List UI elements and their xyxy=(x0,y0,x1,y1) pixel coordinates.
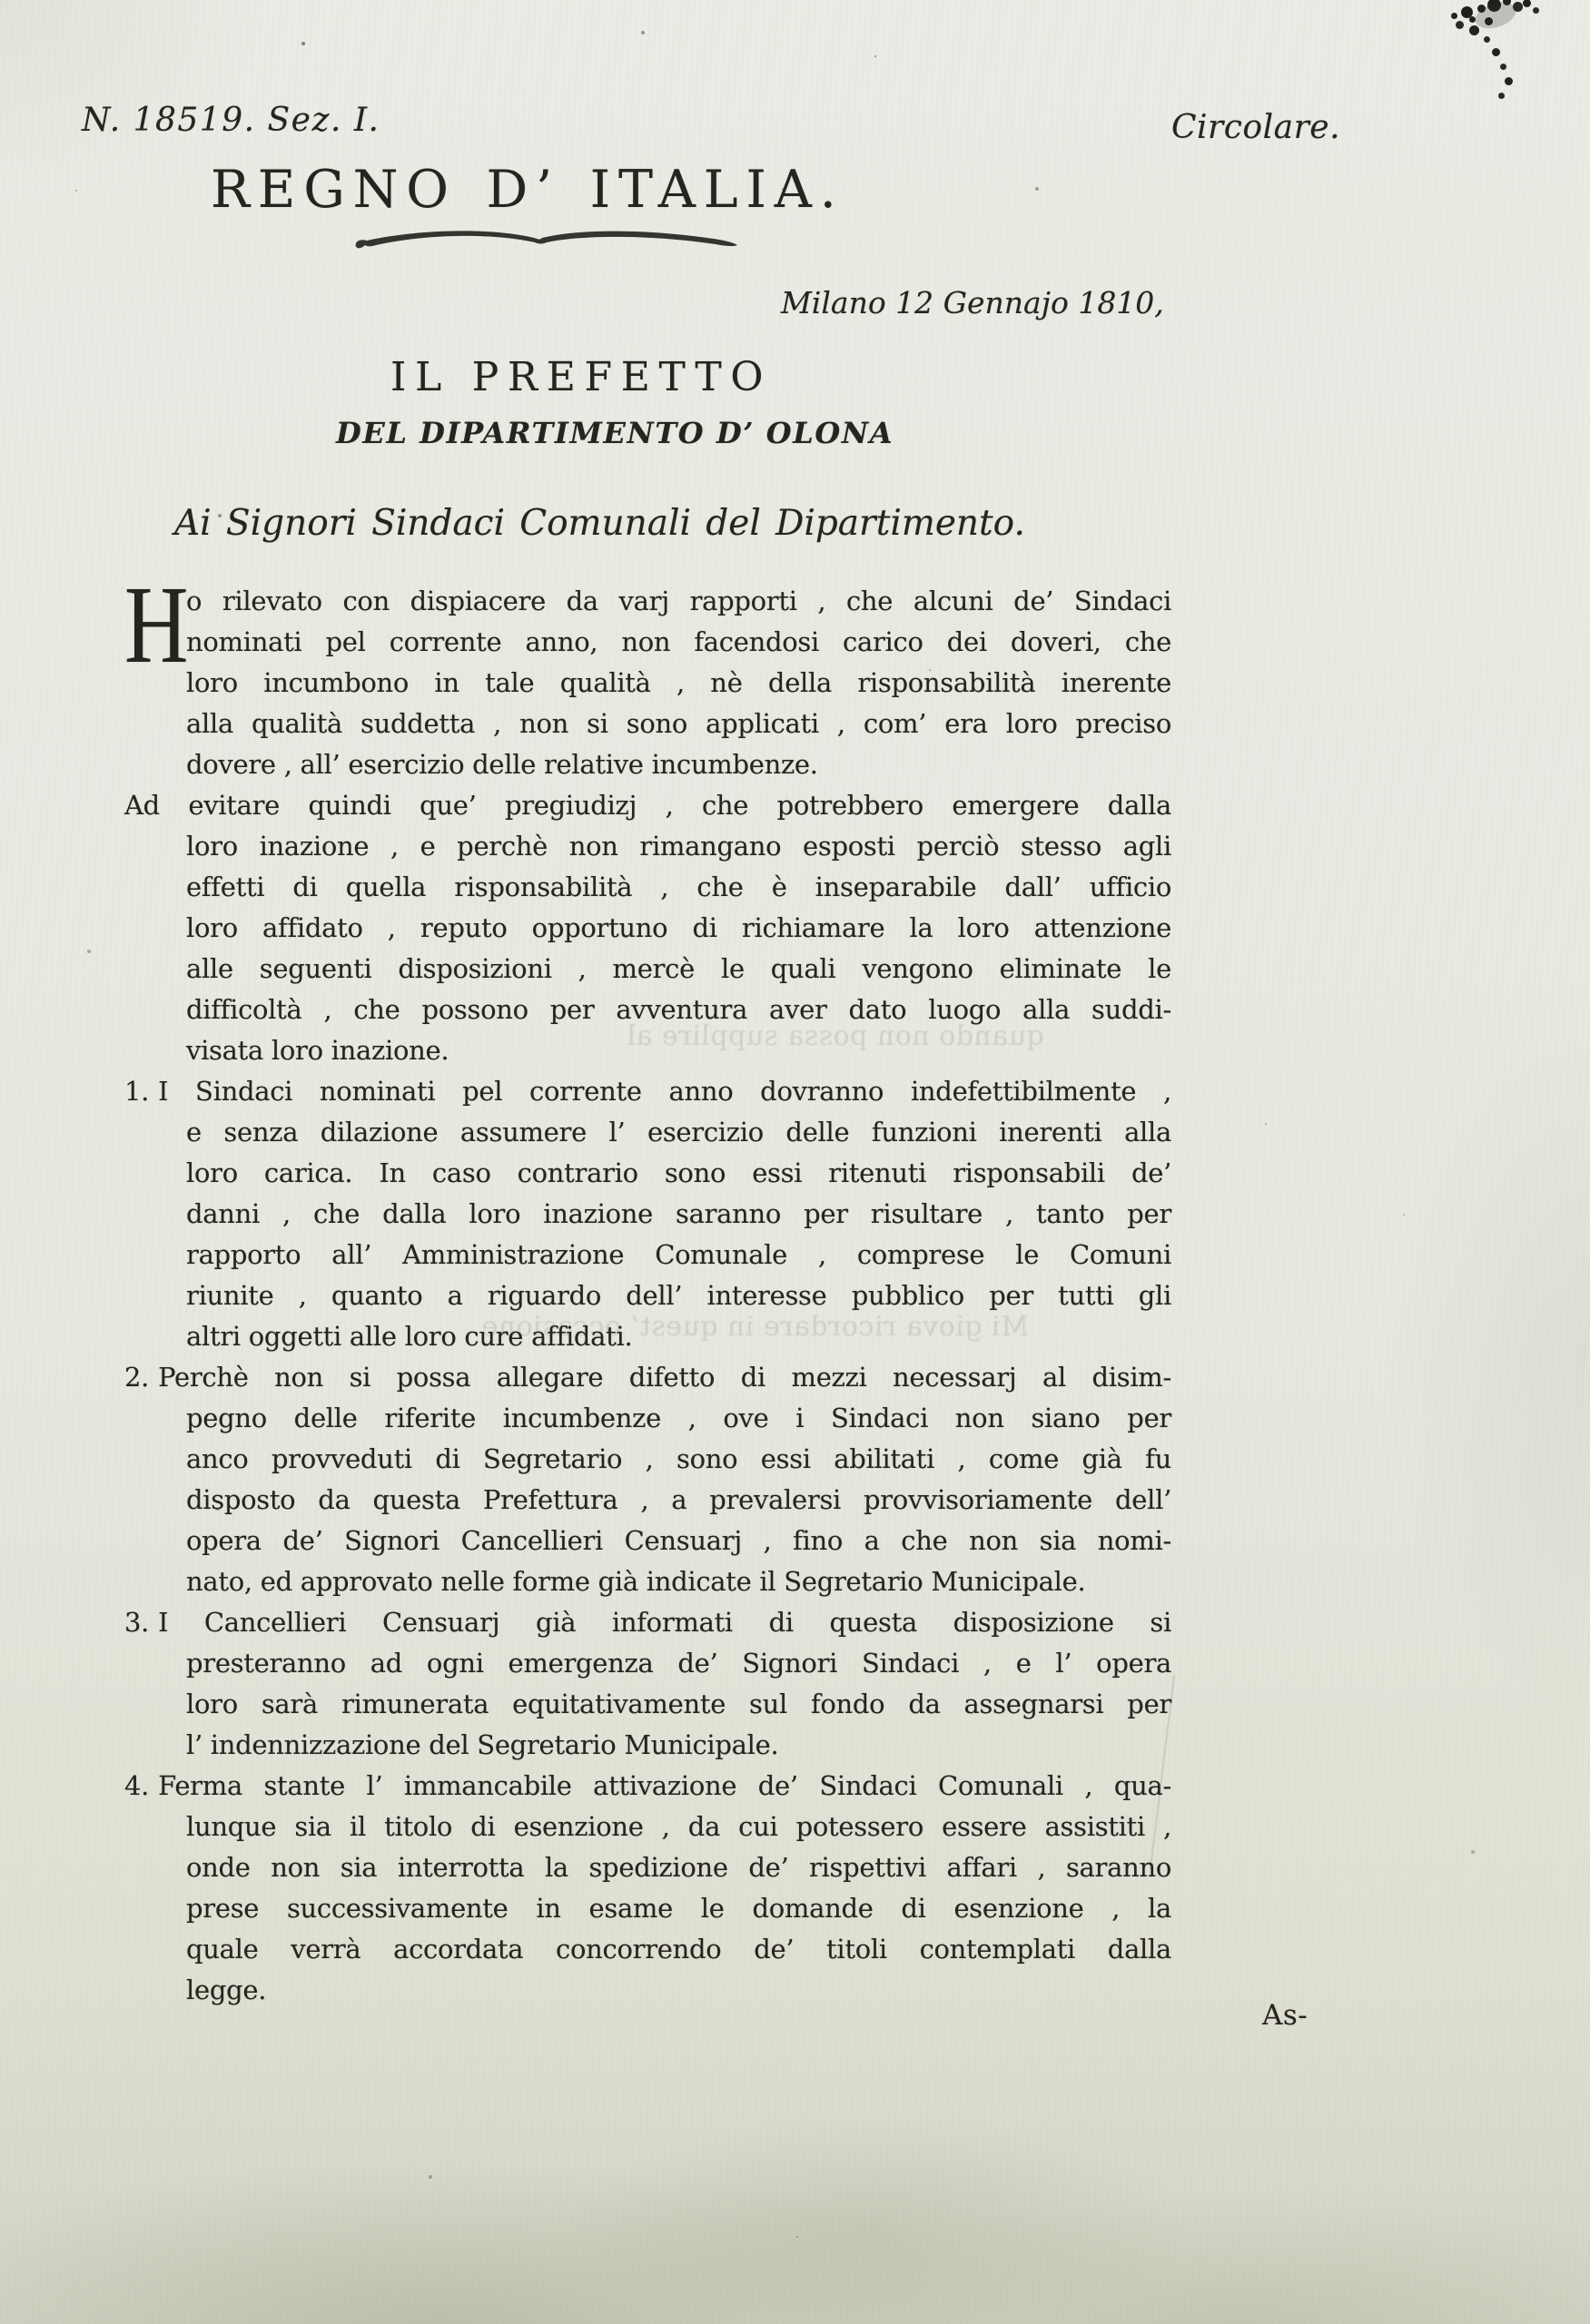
body-line xyxy=(186,1439,1171,1480)
body-line xyxy=(186,1275,1171,1316)
body-line xyxy=(186,867,1171,908)
body-line xyxy=(186,990,1171,1030)
body-line xyxy=(186,1643,1171,1684)
body-line xyxy=(186,1847,1171,1888)
page-title: REGNO D’ ITALIA. xyxy=(211,160,844,220)
body-line xyxy=(186,1235,1171,1275)
body-line xyxy=(186,1521,1171,1561)
body-line xyxy=(124,785,1171,826)
body-line-text: disposto da questa Prefettura , a prevalersi provvisoriamente dell’ xyxy=(186,1484,1171,1515)
body-line-text: I Cancellieri Censuarj già informati di questa disposizione si xyxy=(158,1607,1171,1638)
body-line-text: onde non sia interrotta la spedizione de’ rispettivi affari , saranno xyxy=(186,1852,1171,1883)
body-line-text: nato, ed approvato nelle forme già indicate il Segretario Municipale. xyxy=(186,1566,1086,1597)
body-line-text: prese successivamente in esame le domande di esenzione , la xyxy=(186,1893,1171,1924)
body-line xyxy=(186,1807,1171,1847)
body-line-text: nominati pel corrente anno, non facendosi carico dei doveri, che xyxy=(186,626,1171,657)
body-line xyxy=(186,1480,1171,1521)
body-line xyxy=(186,1153,1171,1194)
body-line-text: loro affidato , reputo opportuno di richiamare la loro attenzione xyxy=(186,912,1171,943)
item-number: 3. xyxy=(124,1607,150,1638)
drop-cap: H xyxy=(124,564,189,686)
body-line xyxy=(186,1316,1171,1357)
body-line xyxy=(186,1725,1171,1766)
body-line xyxy=(124,1357,1171,1398)
ink-blot xyxy=(1451,13,1457,19)
item-number: 4. xyxy=(124,1770,150,1801)
body-line-text: Perchè non si possa allegare difetto di mezzi necessarj al disim- xyxy=(158,1362,1171,1393)
document-number: N. 18519. Sez. I. xyxy=(82,102,380,139)
body-line-text: difficoltà , che possono per avventura aver dato luogo alla suddi- xyxy=(186,994,1171,1025)
body-line-text: alla qualità suddetta , non si sono applicati , com’ era loro preciso xyxy=(186,708,1171,739)
body-line-text: quale verrà accordata concorrendo de’ titoli contemplati dalla xyxy=(186,1934,1171,1965)
item-number: 1. xyxy=(124,1076,150,1107)
body-line-text: dovere , all’ esercizio delle relative incumbenze. xyxy=(186,749,818,780)
body-line xyxy=(186,1030,1171,1071)
body-line-text: Ad evitare quindi que’ pregiudizj , che potrebbero emergere dalla xyxy=(124,790,1171,821)
body-line xyxy=(186,949,1171,990)
body-line-text: pegno delle riferite incumbenze , ove i Sindaci non siano per xyxy=(186,1403,1171,1433)
body-line xyxy=(186,908,1171,949)
body-line-text: Ferma stante l’ immancabile attivazione de’ Sindaci Comunali , qua- xyxy=(158,1770,1171,1801)
body-line-text: riunite , quanto a riguardo dell’ interesse pubblico per tutti gli xyxy=(186,1280,1171,1311)
body-line-text: anco provveduti di Segretario , sono essi abilitati , come già fu xyxy=(186,1443,1171,1474)
body-line xyxy=(186,744,1171,785)
body-line-text: legge. xyxy=(186,1974,267,2005)
body-line xyxy=(186,1970,1171,2011)
body-text xyxy=(124,564,1171,2011)
body-line-text: e senza dilazione assumere l’ esercizio delle funzioni inerenti alla xyxy=(186,1117,1171,1147)
body-line xyxy=(186,1929,1171,1970)
body-line xyxy=(186,663,1171,704)
body-line-text: alle seguenti disposizioni , mercè le quali vengono eliminate le xyxy=(186,953,1171,984)
salutation: Ai Signori Sindaci Comunali del Dipartimento. xyxy=(174,503,1025,544)
body-line-text: danni , che dalla loro inazione saranno per risultare , tanto per xyxy=(186,1198,1171,1229)
body-line-text: lunque sia il titolo di esenzione , da cui potessero essere assistiti , xyxy=(186,1811,1171,1842)
body-line xyxy=(124,1602,1171,1643)
body-line-text: opera de’ Signori Cancellieri Censuarj , fino a che non sia nomi- xyxy=(186,1525,1171,1556)
body-line xyxy=(186,704,1171,744)
body-line-text: I Sindaci nominati pel corrente anno dovranno indefettibilmente , xyxy=(158,1076,1171,1107)
body-line-text: presteranno ad ogni emergenza de’ Signori Sindaci , e l’ opera xyxy=(186,1648,1171,1679)
bleedthrough-text: quando non possa supplire al xyxy=(627,1020,1044,1052)
document-type-label: Circolare. xyxy=(1171,109,1341,146)
catchword: As- xyxy=(1262,1999,1309,2032)
decorative-swash-rule xyxy=(352,226,743,253)
item-number: 2. xyxy=(124,1362,150,1393)
body-line-text: rapporto all’ Amministrazione Comunale , comprese le Comuni xyxy=(186,1239,1171,1270)
issuer-title: IL PREFETTO xyxy=(390,354,773,400)
body-line-text: loro sarà rimunerata equitativamente sul fondo da assegnarsi per xyxy=(186,1689,1171,1719)
body-line xyxy=(186,1561,1171,1602)
issuer-subtitle: DEL DIPARTIMENTO D’ OLONA xyxy=(336,416,894,450)
dateline: Milano 12 Gennajo 1810, xyxy=(781,285,1164,320)
body-line xyxy=(186,1888,1171,1929)
body-line-text: o rilevato con dispiacere da varj rapporti , che alcuni de’ Sindaci xyxy=(186,586,1171,616)
body-line xyxy=(186,622,1171,663)
body-line-text: loro inazione , e perchè non rimangano esposti perciò stesso agli xyxy=(186,831,1171,862)
body-line-text: l’ indennizzazione del Segretario Municipale. xyxy=(186,1729,779,1760)
body-line-text: loro carica. In caso contrario sono essi ritenuti risponsabili de’ xyxy=(186,1157,1171,1188)
body-line xyxy=(124,1071,1171,1112)
body-line-text: visata loro inazione. xyxy=(186,1035,449,1066)
body-line-text: altri oggetti alle loro cure affidati. xyxy=(186,1321,633,1352)
body-line xyxy=(124,1766,1171,1807)
body-line xyxy=(186,1398,1171,1439)
body-line-text: loro incumbono in tale qualità , nè della risponsabilità inerente xyxy=(186,667,1171,698)
paper-specks xyxy=(301,42,305,45)
body-line-text: effetti di quella risponsabilità , che è inseparabile dall’ ufficio xyxy=(186,872,1171,902)
body-line xyxy=(186,1112,1171,1153)
body-line xyxy=(186,1684,1171,1725)
body-line xyxy=(186,1194,1171,1235)
bleedthrough-text: Mi giova ricordare in quest’ occasione xyxy=(481,1311,1029,1343)
body-line xyxy=(186,826,1171,867)
